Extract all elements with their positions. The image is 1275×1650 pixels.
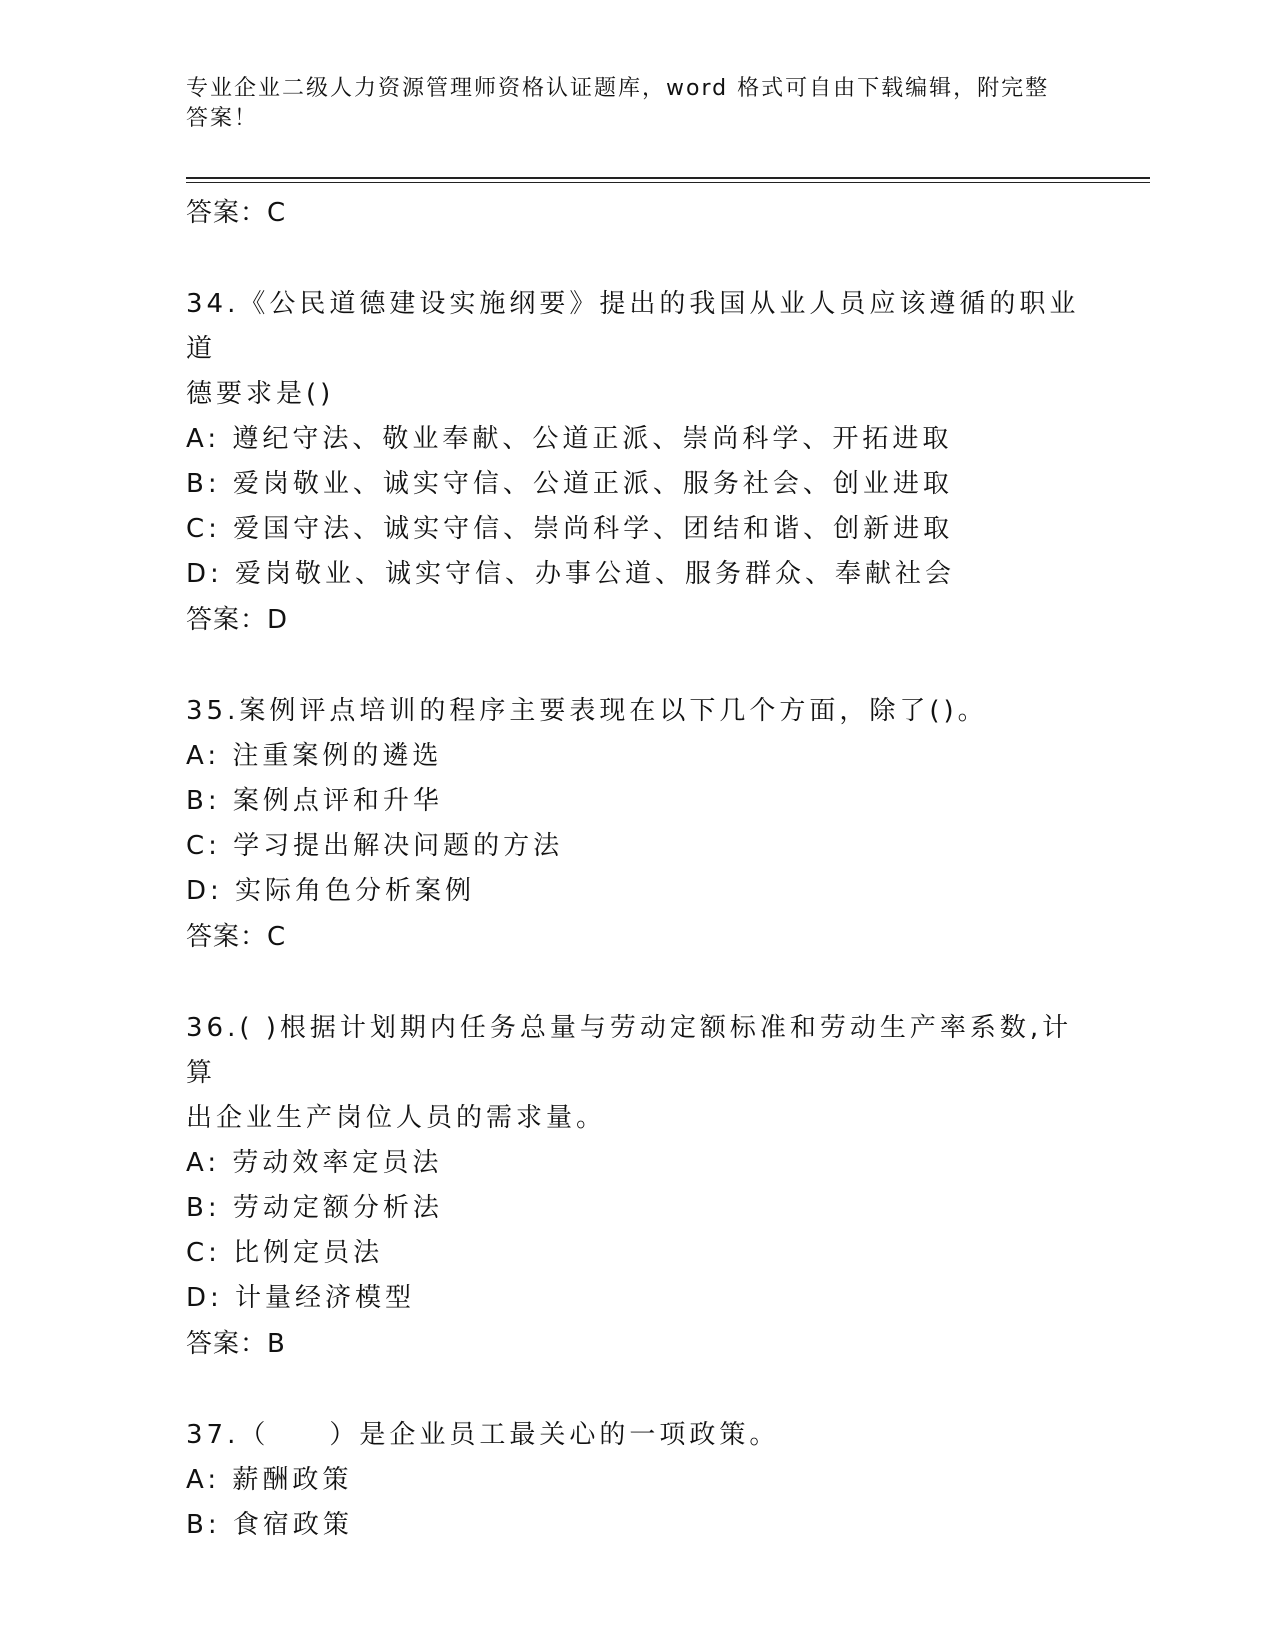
option-d: D: 实际角色分析案例 xyxy=(186,876,476,906)
option-b: B: 案例点评和升华 xyxy=(186,786,443,816)
header-rule-thick xyxy=(186,177,1150,179)
option-c: C: 比例定员法 xyxy=(186,1238,384,1268)
header-rule-thin xyxy=(186,182,1150,183)
option-a: A: 劳动效率定员法 xyxy=(186,1148,443,1178)
document-header xyxy=(186,74,1066,134)
answer-line: 答案：D xyxy=(186,605,289,635)
option-b: B: 劳动定额分析法 xyxy=(186,1193,443,1223)
option-b: B: 爱岗敬业、诚实守信、公道正派、服务社会、创业进取 xyxy=(186,469,953,499)
header-line-2: 答案！ xyxy=(186,106,259,131)
question-stem-cont: 德要求是() xyxy=(186,379,335,409)
question-stem-cont: 出企业生产岗位人员的需求量。 xyxy=(186,1103,607,1133)
option-c: C: 爱国守法、诚实守信、崇尚科学、团结和谐、创新进取 xyxy=(186,514,954,544)
option-a: A: 遵纪守法、敬业奉献、公道正派、崇尚科学、开拓进取 xyxy=(186,424,953,454)
option-d: D: 爱岗敬业、诚实守信、办事公道、服务群众、奉献社会 xyxy=(186,559,956,589)
question-list xyxy=(186,190,1086,1548)
answer-line: 答案：C xyxy=(186,198,287,228)
question-stem: 34.《公民道德建设实施纲要》提出的我国从业人员应该遵循的职业道 xyxy=(186,289,1080,364)
option-a: A: 注重案例的遴选 xyxy=(186,741,443,771)
question-stem: 36.( )根据计划期内任务总量与劳动定额标准和劳动生产率系数,计算 xyxy=(186,1013,1073,1088)
option-a: A: 薪酬政策 xyxy=(186,1465,353,1495)
question-34 xyxy=(186,282,1086,643)
header-line-1: 专业企业二级人力资源管理师资格认证题库，word 格式可自由下载编辑，附完整 xyxy=(186,76,1050,101)
question-37 xyxy=(186,1413,1086,1548)
answer-line: 答案：B xyxy=(186,1329,286,1359)
answer-line: 答案：C xyxy=(186,922,287,952)
question-36 xyxy=(186,1006,1086,1367)
question-stem: 37.（ ）是企业员工最关心的一项政策。 xyxy=(186,1420,780,1450)
option-b: B: 食宿政策 xyxy=(186,1510,353,1540)
question-stem: 35.案例评点培训的程序主要表现在以下几个方面，除了()。 xyxy=(186,696,988,726)
option-c: C: 学习提出解决问题的方法 xyxy=(186,831,564,861)
option-d: D: 计量经济模型 xyxy=(186,1283,416,1313)
question-35 xyxy=(186,689,1086,960)
